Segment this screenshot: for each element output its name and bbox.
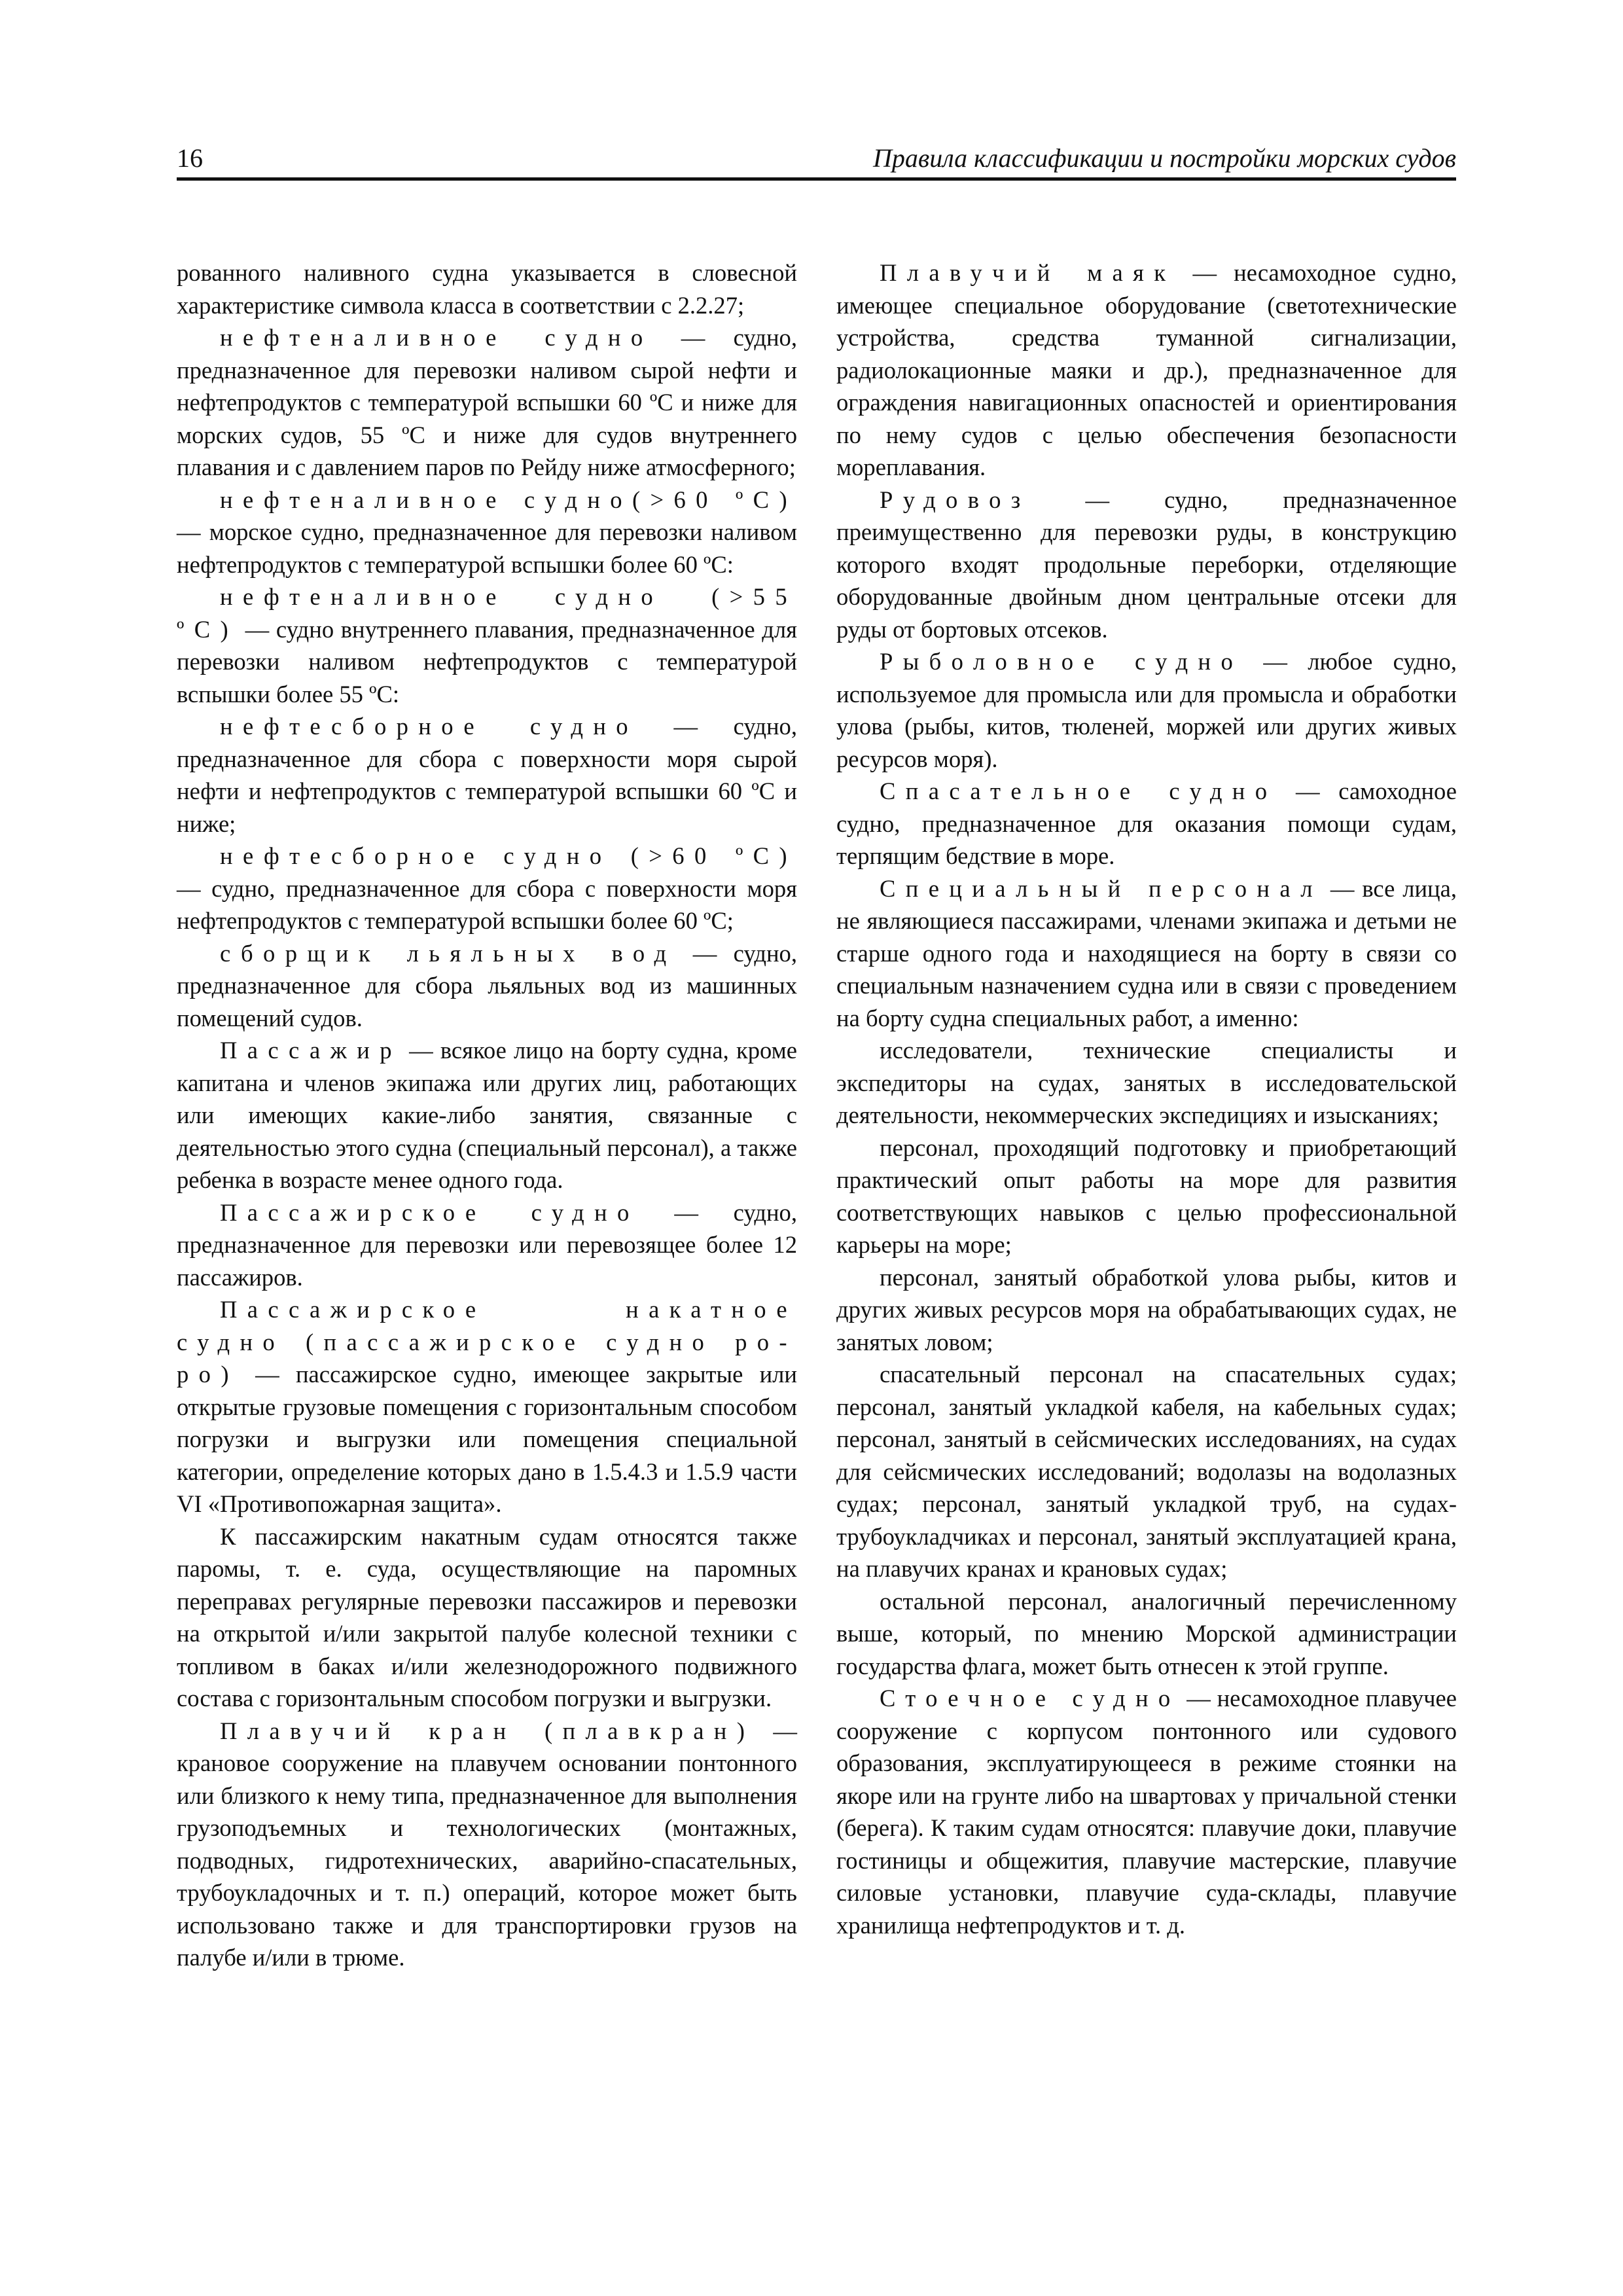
paragraph-text: спасательный персонал на спасательных судах; персонал, занятый укладкой кабеля, на кабельных судах; персонал, занятый в сейсмических исследованиях, на судах для сейсмических исследований; водолазы на водолазных судах; персонал, занятый укладкой труб, на судах-трубоукладчиках и персонал, занятый эксплуатацией крана, на плавучих кранах и крановых судах; — [836, 1361, 1457, 1582]
defined-term: Спасательное судно — [880, 778, 1277, 804]
definition-paragraph — [836, 1682, 1457, 1941]
paragraph-text: исследователи, технические специалисты и экспедиторы на судах, занятых в исследовательской деятельности, некоммерческих экспедициях и изысканиях; — [836, 1037, 1457, 1128]
list-paragraph — [836, 1132, 1457, 1261]
defined-term: Пассажирское накатное судно (пассажирское судно ро-ро) — [177, 1296, 797, 1388]
defined-term: Плавучий маяк — [880, 259, 1176, 286]
paragraph-text: персонал, занятый обработкой улова рыбы, китов и других живых ресурсов моря на обрабатывающих судах, не занятых ловом; — [836, 1263, 1457, 1355]
definition-paragraph — [836, 645, 1457, 775]
definition-text: — судно, предназначенное для перевозки или перевозящее более 12 пассажиров. — [177, 1198, 797, 1291]
defined-term: нефтеналивное судно(>60 ºС) — [220, 486, 797, 513]
definition-paragraph — [177, 840, 797, 937]
running-title: Правила классификации и постройки морских судов — [872, 143, 1456, 173]
left-column — [177, 257, 797, 1974]
paragraph-text: персонал, проходящий подготовку и приобретающий практический опыт работы на море для развития соответствующих навыков с целью профессиональной карьеры на море; — [836, 1134, 1457, 1258]
paragraph — [177, 257, 797, 321]
definition-paragraph — [177, 1034, 797, 1196]
list-paragraph — [836, 1358, 1457, 1585]
definition-paragraph — [177, 1293, 797, 1520]
defined-term: Стоечное судно — [880, 1685, 1181, 1712]
definition-text: — судно внутреннего плавания, предназначенное для перевозки наливом нефтепродуктов с температурой вспышки более 55 ºС: — [177, 615, 797, 708]
defined-term: Пассажир — [220, 1037, 402, 1064]
definition-paragraph — [177, 710, 797, 840]
paragraph-text: рованного наливного судна указывается в словесной характеристике символа класса в соответствии с 2.2.27; — [177, 259, 797, 319]
definition-paragraph — [177, 937, 797, 1035]
paragraph-text: К пассажирским накатным судам относятся также паромы, т. е. суда, осуществляющие на паромных переправах регулярные перевозки пассажиров и перевозки на открытой и/или закрытой палубе колесной техники с топливом в баках и/или железнодорожного подвижного состава с горизонтальным способом погрузки и выгрузки. — [177, 1522, 797, 1712]
definition-text: — судно, предназначенное для перевозки наливом сырой нефти и нефтепродуктов с температурой вспышки 60 ºС и ниже для морских судов, 55 ºС и ниже для судов внутреннего плавания и с давлением паров по Рейду ниже атмосферного; — [177, 324, 797, 480]
page-number: 16 — [177, 143, 203, 173]
defined-term: нефтеналивное судно — [220, 324, 653, 351]
paragraph-text: остальной персонал, аналогичный перечисленному выше, который, по мнению Морской администрации государства флага, может быть отнесен к этой группе. — [836, 1587, 1457, 1679]
definition-text: — несамоходное судно, имеющее специальное оборудование (светотехнические устройства, средства туманной сигнализации, радиолокационные маяки и др.), предназначенное для ограждения навигационных опасностей и ориентирования по нему судов с целью обеспечения безопасности мореплавания. — [836, 259, 1457, 480]
list-paragraph — [836, 1261, 1457, 1359]
list-paragraph — [836, 1585, 1457, 1683]
paragraph — [177, 1520, 797, 1715]
definition-text: — морское судно, предназначенное для перевозки наливом нефтепродуктов с температурой вспышки более 60 ºС: — [177, 518, 797, 578]
definition-text: — несамоходное плавучее сооружение с корпусом понтонного или судового образования, эксплуатирующееся в режиме стоянки на якоре или на грунте либо на швартовах у причальной стенки (берега). К таким судам относятся: плавучие доки, плавучие гостиницы и общежития, плавучие мастерские, плавучие силовые установки, плавучие суда-склады, плавучие хранилища нефтепродуктов и т. д. — [836, 1685, 1457, 1939]
header-rule — [177, 177, 1456, 181]
defined-term: Пассажирское судно — [220, 1198, 639, 1226]
list-paragraph — [836, 1034, 1457, 1132]
definition-paragraph — [177, 1715, 797, 1974]
definition-text: — пассажирское судно, имеющее закрытые или открытые грузовые помещения с горизонтальным способом погрузки и выгрузки или помещения специальной категории, определение которых дано в 1.5.4.3 и 1.5.9 части VI «Противопожарная защита». — [177, 1361, 797, 1517]
defined-term: Специальный персонал — [880, 874, 1323, 902]
definition-paragraph — [836, 775, 1457, 872]
definition-text: — судно, предназначенное преимущественно для перевозки руды, в конструкцию которого входят продольные переборки, отделяющие оборудованные двойным дном центральные отсеки для руды от бортовых отсеков. — [836, 486, 1457, 643]
defined-term: Рыболовное судно — [880, 648, 1243, 675]
definition-text: — крановое сооружение на плавучем основании понтонного или близкого к нему типа, предназначенное для выполнения грузоподъемных и технологических (монтажных, подводных, гидротехнических, аварийно-спасательных, трубоукладочных и т. п.) операций, которое может быть использовано также и для транспортировки грузов на палубе и/или в трюме. — [177, 1717, 797, 1971]
definition-text: — судно, предназначенное для сбора с поверхности моря сырой нефти и нефтепродуктов с температурой вспышки 60 ºС и ниже; — [177, 713, 797, 837]
definition-text: — любое судно, используемое для промысла или для промысла и обработки улова (рыбы, китов, тюленей, моржей или других живых ресурсов моря). — [836, 648, 1457, 772]
definition-text: — всякое лицо на борту судна, кроме капитана и членов экипажа или других лиц, работающих или имеющих какие-либо занятия, связанные с деятельностью этого судна (специальный персонал), а также ребенка в возрасте менее одного года. — [177, 1037, 797, 1193]
right-column — [836, 257, 1457, 1941]
defined-term: Плавучий кран (плавкран) — [220, 1717, 755, 1744]
definition-text: — судно, предназначенное для сбора с поверхности моря нефтепродуктов с температурой вспышки более 60 ºС; — [177, 874, 797, 934]
definition-paragraph — [177, 581, 797, 710]
definition-paragraph — [177, 484, 797, 581]
defined-term: нефтесборное судно — [220, 713, 638, 740]
definition-text: — судно, предназначенное для сбора льяльных вод из машинных помещений судов. — [177, 939, 797, 1031]
definition-paragraph — [177, 1196, 797, 1294]
definition-text: — все лица, не являющиеся пассажирами, членами экипажа и детьми не старше одного года и находящиеся на борту в связи со специальным назначением судна или в связи с проведением на борту судна специальных работ, а именно: — [836, 874, 1457, 1031]
definition-text: — самоходное судно, предназначенное для оказания помощи судам, терпящим бедствие в море. — [836, 778, 1457, 869]
definition-paragraph — [836, 872, 1457, 1035]
definition-paragraph — [836, 257, 1457, 484]
defined-term: нефтеналивное судно (>55 ºС) — [177, 583, 797, 643]
definition-paragraph — [177, 321, 797, 484]
page-header — [177, 141, 1456, 177]
defined-term: нефтесборное судно (>60 ºС) — [220, 842, 797, 869]
definition-paragraph — [836, 484, 1457, 646]
defined-term: сборщик льяльных вод — [220, 939, 677, 967]
defined-term: Рудовоз — [880, 486, 1031, 513]
